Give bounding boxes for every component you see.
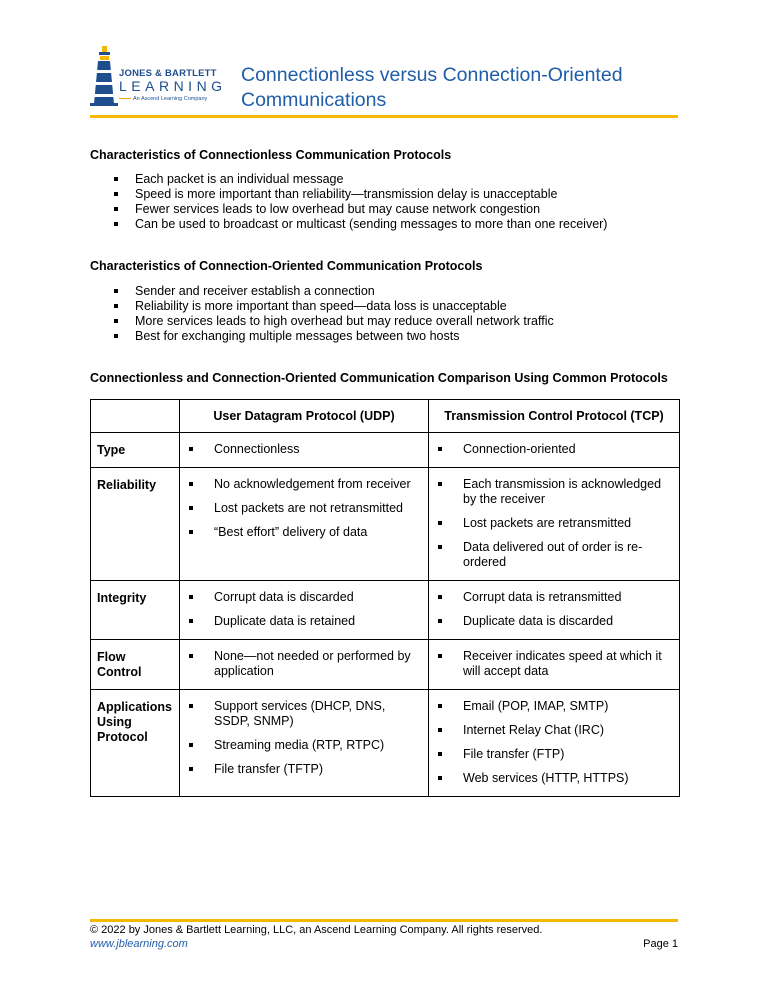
- header-tcp: Transmission Control Protocol (TCP): [429, 400, 680, 433]
- table-row-type: [91, 433, 680, 468]
- udp-cell: [180, 690, 429, 797]
- section2-heading: Characteristics of Connection-Oriented Communication Protocols: [90, 259, 483, 273]
- comparison-heading: Connectionless and Connection-Oriented Communication Comparison Using Common Protocols: [90, 371, 668, 385]
- cell-bullet: File transfer (FTP): [429, 747, 673, 762]
- table-row-integrity: [91, 581, 680, 640]
- logo-tagline: An Ascend Learning Company: [133, 96, 208, 102]
- document-header: [90, 44, 678, 118]
- logo-line-1: JONES & BARTLETT: [119, 68, 217, 79]
- cell-bullet: Corrupt data is discarded: [180, 590, 422, 605]
- cell-bullet: Each transmission is acknowledged by the receiver: [429, 477, 673, 507]
- cell-bullet: Connectionless: [180, 442, 422, 457]
- cell-bullet: Email (POP, IMAP, SMTP): [429, 699, 673, 714]
- page-number: Page 1: [643, 938, 678, 950]
- cell-bullet: Duplicate data is retained: [180, 614, 422, 629]
- cell-bullet: Streaming media (RTP, RTPC): [180, 738, 422, 753]
- cell-bullet: Internet Relay Chat (IRC): [429, 723, 673, 738]
- cell-bullet: Web services (HTTP, HTTPS): [429, 771, 673, 786]
- cell-bullet: Lost packets are not retransmitted: [180, 501, 422, 516]
- tcp-cell: [429, 433, 680, 468]
- cell-bullet: File transfer (TFTP): [180, 762, 422, 777]
- cell-bullet: Connection-oriented: [429, 442, 673, 457]
- row-label: Type: [91, 433, 180, 468]
- header-udp: User Datagram Protocol (UDP): [180, 400, 429, 433]
- jones-bartlett-logo: [90, 46, 232, 106]
- list-item: Sender and receiver establish a connection: [90, 284, 554, 299]
- row-label: Flow Control: [91, 640, 180, 690]
- cell-bullet: Support services (DHCP, DNS, SSDP, SNMP): [180, 699, 422, 729]
- website-link[interactable]: www.jblearning.com: [90, 938, 188, 950]
- row-label: Reliability: [91, 468, 180, 581]
- copyright-notice: © 2022 by Jones & Bartlett Learning, LLC, an Ascend Learning Company. All rights reserved.: [90, 924, 543, 936]
- table-row-reliability: [91, 468, 680, 581]
- tcp-cell: [429, 640, 680, 690]
- list-item: Reliability is more important than speed—data loss is unacceptable: [90, 299, 554, 314]
- list-item: Fewer services leads to low overhead but may cause network congestion: [90, 202, 607, 217]
- comparison-table: [90, 399, 680, 797]
- cell-bullet: Lost packets are retransmitted: [429, 516, 673, 531]
- logo-line-3: [119, 96, 207, 102]
- section1-list: [90, 172, 607, 232]
- logo-line-2: LEARNING: [119, 78, 227, 94]
- udp-cell: [180, 468, 429, 581]
- table-header-row: [91, 400, 680, 433]
- list-item: Each packet is an individual message: [90, 172, 607, 187]
- footer-divider: [90, 919, 678, 922]
- cell-bullet: Corrupt data is retransmitted: [429, 590, 673, 605]
- header-empty-cell: [91, 400, 180, 433]
- table-row-flow-control: [91, 640, 680, 690]
- tcp-cell: [429, 468, 680, 581]
- cell-bullet: Duplicate data is discarded: [429, 614, 673, 629]
- lighthouse-icon: [90, 46, 118, 106]
- page-title: Connectionless versus Connection-Oriented Communications: [241, 64, 623, 111]
- udp-cell: [180, 640, 429, 690]
- list-item: Best for exchanging multiple messages between two hosts: [90, 329, 554, 344]
- cell-bullet: “Best effort” delivery of data: [180, 525, 422, 540]
- row-label: Integrity: [91, 581, 180, 640]
- udp-cell: [180, 581, 429, 640]
- udp-cell: [180, 433, 429, 468]
- section2-list: [90, 284, 554, 344]
- cell-bullet: Data delivered out of order is re-ordered: [429, 540, 673, 570]
- row-label: Applications Using Protocol: [91, 690, 180, 797]
- list-item: Speed is more important than reliability—transmission delay is unacceptable: [90, 187, 607, 202]
- table-row-applications: [91, 690, 680, 797]
- cell-bullet: None—not needed or performed by application: [180, 649, 422, 679]
- cell-bullet: No acknowledgement from receiver: [180, 477, 422, 492]
- list-item: More services leads to high overhead but may reduce overall network traffic: [90, 314, 554, 329]
- header-divider: [90, 115, 678, 118]
- section1-heading: Characteristics of Connectionless Communication Protocols: [90, 148, 452, 162]
- list-item: Can be used to broadcast or multicast (sending messages to more than one receiver): [90, 217, 607, 232]
- cell-bullet: Receiver indicates speed at which it will accept data: [429, 649, 673, 679]
- tcp-cell: [429, 690, 680, 797]
- tcp-cell: [429, 581, 680, 640]
